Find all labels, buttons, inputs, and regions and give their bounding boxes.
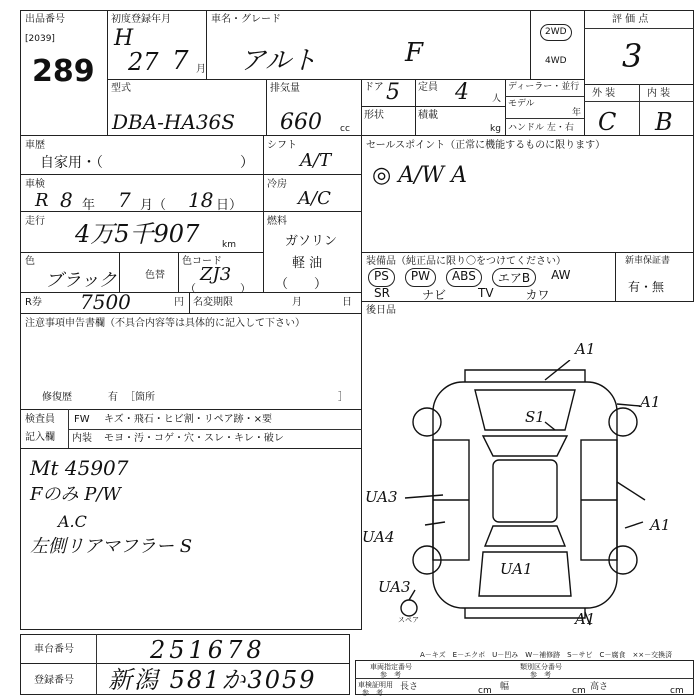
mileage-value: 4万5千907 — [75, 220, 200, 248]
inspector-interior-items: モヨ・汚・コゲ・穴・スレ・キレ・破レ — [104, 433, 284, 444]
wheel-fr — [609, 408, 637, 436]
damage-legend: A－キズ E－エクボ U－凹み W－補修跡 S－サビ C－腐食 ××－交換済 — [420, 651, 673, 659]
recycle-value: 7500 — [80, 290, 131, 314]
disp-unit: cc — [340, 124, 350, 134]
damage-mark-2: A1 — [640, 393, 661, 411]
roof — [493, 460, 557, 522]
mark-line-2 — [617, 404, 640, 406]
warranty-label: 新車保証書 — [625, 256, 671, 266]
equipment-row2 — [374, 286, 550, 303]
height-label: 高さ — [590, 682, 609, 692]
chassis-value: 251678 — [150, 636, 266, 664]
disp-label: 排気量 — [270, 83, 300, 94]
damage-mark-5: UA4 — [362, 528, 395, 546]
mark-line-6 — [617, 482, 645, 500]
mark-line-7 — [625, 522, 643, 528]
name-change-day: 日 — [342, 297, 352, 308]
shift-label: シフト — [267, 140, 297, 151]
equip-leather: カワ — [525, 288, 550, 302]
model-year-divider — [505, 118, 585, 119]
equip-sr: SR — [374, 286, 390, 300]
mark-line-4 — [405, 495, 443, 498]
inspector-label2: 記入欄 — [25, 432, 55, 443]
first-reg-label: 初度登録年月 — [111, 14, 171, 25]
history-value: 自家用・（ — [40, 155, 103, 171]
color-label: 色 — [25, 256, 35, 267]
fuel-paren: （ ） — [275, 277, 328, 292]
warranty-value: 有・無 — [628, 280, 665, 294]
rear-bumper — [465, 608, 585, 618]
inspect-year: 8 — [60, 188, 73, 212]
shape-label: 形状 — [364, 110, 384, 121]
grade-divider — [639, 84, 640, 136]
chassis-divider — [96, 634, 97, 664]
color-code-paren: （ ） — [185, 282, 251, 295]
first-reg-month: 7 — [172, 46, 189, 76]
color-code-value: ZJ3 — [200, 264, 232, 285]
dealer-label: ディーラー・並行 — [508, 82, 580, 92]
mileage-unit: km — [222, 240, 236, 250]
lot-number: 289 — [32, 54, 95, 89]
dim-label: 車両指定番号 — [370, 663, 412, 671]
front-bumper — [465, 370, 585, 382]
door-value: 5 — [386, 80, 400, 105]
equip-airbag: エアB — [492, 268, 536, 287]
inspector-interior: 内装 — [72, 433, 92, 444]
exterior-grade: C — [598, 108, 617, 136]
capacity-unit: 人 — [492, 94, 502, 104]
height-unit: cm — [670, 686, 684, 696]
inspect-era: R — [35, 190, 49, 211]
fuel-light: 軽 油 — [292, 256, 323, 271]
recycle-unit: 円 — [174, 297, 184, 308]
model-grade: F — [405, 38, 424, 68]
drive-2wd: 2WD — [540, 24, 572, 41]
lot-sub: [2039] — [25, 34, 55, 44]
width-label: 幅 — [500, 682, 510, 692]
mark-line-5 — [425, 522, 445, 525]
inspect-month-unit: 月（ — [140, 198, 167, 213]
damage-mark-6: A1 — [650, 516, 671, 534]
model-name: アルト — [240, 46, 317, 76]
inspect-label: 車検 — [25, 179, 45, 190]
damage-mark-9: A1 — [575, 610, 596, 628]
interior-grade: B — [655, 108, 673, 136]
reg-label: 登録番号 — [34, 675, 74, 686]
length-unit: cm — [478, 686, 492, 696]
inspector-fw-items: キズ・飛石・ヒビ割・リペア跡・×要 — [104, 414, 272, 425]
model-year-label: モデル — [508, 99, 535, 109]
interior-label: 内 装 — [647, 88, 671, 99]
damage-mark-8: UA3 — [378, 578, 411, 596]
ac-label: 冷房 — [267, 179, 287, 190]
disp-value: 660 — [280, 110, 322, 135]
sales-value: ◎ A/W A — [372, 163, 467, 188]
inspect-year-unit: 年 — [82, 198, 96, 213]
drive-4wd: 4WD — [545, 56, 567, 66]
equipment-row1 — [368, 268, 575, 287]
width-unit: cm — [572, 686, 586, 696]
repair-close: ］ — [338, 392, 348, 403]
repair-place: ［箇所 — [125, 392, 155, 403]
memo-line4: 左側リアマフラー S — [30, 536, 193, 557]
class-label: 類別区分番号 — [520, 663, 562, 671]
sales-label: セールスポイント（正常に機能するものに限ります） — [366, 140, 606, 151]
notes-label: 注意事項申告書欄（不具合内容等は具体的に記入して下さい） — [25, 318, 305, 329]
reg-divider — [96, 663, 97, 695]
spare-wheel — [401, 600, 417, 616]
wheel-fl — [413, 408, 441, 436]
name-change-label: 名変期限 — [193, 297, 233, 308]
history-close: ） — [240, 155, 254, 171]
spare-label: スペア — [398, 616, 419, 624]
equip-aw: AW — [551, 268, 571, 282]
damage-mark-3: S1 — [525, 408, 545, 426]
car-diagram — [395, 360, 655, 630]
color-code-label: 色コード — [182, 256, 222, 267]
shift-value: A/T — [300, 150, 332, 171]
score-value: 3 — [622, 37, 643, 75]
equip-tv: TV — [477, 286, 494, 300]
ac-value: A/C — [298, 188, 331, 209]
inspect-day: 18 — [188, 188, 214, 212]
type-value: DBA-HA36S — [112, 110, 235, 134]
dealer-divider — [505, 96, 585, 97]
later-label: 後日品 — [366, 305, 396, 316]
capacity-label: 定員 — [418, 82, 438, 93]
mileage-label: 走行 — [25, 216, 45, 227]
memo-line2: Fのみ P/W — [30, 484, 121, 505]
inspector-row-line — [68, 429, 362, 430]
dim-ref: 参 考 — [380, 671, 401, 679]
load-unit: kg — [490, 124, 501, 134]
equip-pw: PW — [405, 268, 436, 287]
model-label: 車名・グレード — [211, 14, 281, 25]
first-reg-year: 27 — [128, 48, 159, 76]
capacity-value: 4 — [455, 80, 469, 105]
damage-mark-7: UA1 — [500, 560, 533, 578]
repair-label: 修復歴 — [42, 392, 72, 403]
inspector-label1: 検査員 — [25, 414, 55, 425]
sales-cell — [361, 135, 694, 253]
door-label: ドア — [364, 82, 384, 93]
inspector-fw: FW — [74, 414, 90, 425]
repair-has: 有 — [108, 392, 118, 403]
model-year-unit: 年 — [572, 108, 582, 118]
rear-window — [485, 526, 565, 546]
color-value: ブラック — [45, 270, 117, 291]
equip-navi: ナビ — [421, 288, 446, 302]
memo-line1: Mt 45907 — [30, 456, 129, 480]
drive-cell — [530, 10, 585, 80]
inspect-month: 7 — [118, 188, 131, 212]
fuel-label: 燃料 — [267, 216, 287, 227]
handle-label: ハンドル 左・右 — [508, 123, 574, 133]
load-label: 積載 — [418, 110, 438, 121]
exterior-label: 外 装 — [592, 88, 616, 99]
type-label: 型式 — [111, 83, 131, 94]
dimension-row-line — [355, 678, 694, 679]
lot-label: 出品番号 — [25, 14, 65, 25]
equip-abs: ABS — [446, 268, 482, 287]
windshield — [483, 436, 567, 456]
recycle-label: R券 — [25, 297, 42, 308]
score-divider — [584, 28, 694, 29]
class-ref: 参 考 — [530, 671, 551, 679]
damage-mark-4: UA3 — [365, 488, 398, 506]
grade-header-line — [584, 101, 694, 102]
score-label: 評 価 点 — [612, 14, 649, 25]
equipment-label: 装備品（純正品に限り〇をつけてください） — [366, 256, 566, 267]
color-no-label: 色替 — [145, 270, 165, 281]
equip-ps: PS — [368, 268, 395, 287]
reg-value: 新潟 581か3059 — [108, 666, 317, 694]
length-label: 長さ — [400, 682, 419, 692]
mark-line-3 — [545, 422, 555, 430]
cert-ref: 参 考 — [362, 689, 383, 697]
fuel-gas: ガソリン — [285, 234, 338, 249]
history-label: 車歴 — [25, 140, 45, 151]
memo-line3: A.C — [58, 512, 87, 531]
cert-label: 車検証明用 — [358, 681, 393, 689]
damage-mark-1: A1 — [575, 340, 596, 358]
first-reg-month-unit: 月 — [196, 64, 206, 75]
inspect-day-unit: 日） — [216, 198, 243, 213]
first-reg-era: H — [114, 26, 134, 51]
name-change-month: 月 — [292, 297, 302, 308]
chassis-label: 車台番号 — [34, 644, 74, 655]
